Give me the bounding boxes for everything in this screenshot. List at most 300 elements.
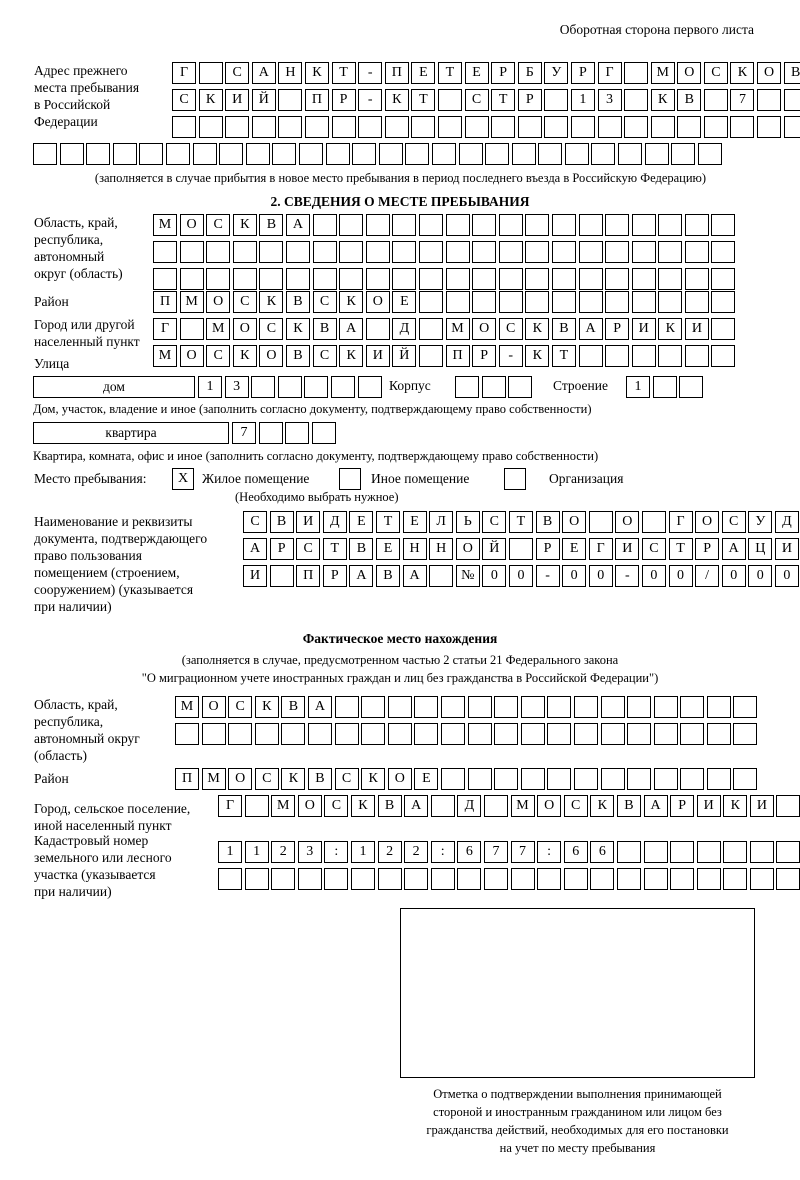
prev-address-cell-r2-20[interactable] [704,89,728,111]
document-cell-r2-15[interactable]: С [642,538,666,560]
fact-region-cell-r2-2[interactable] [228,723,252,745]
cadastral-cell-r1-6[interactable]: 2 [378,841,402,863]
region-cell-r3-7[interactable] [339,268,363,290]
street-cell-19[interactable] [658,345,682,367]
prev-address-cell-r4-18[interactable] [512,143,536,165]
prev-address-cell-r3-14[interactable] [544,116,568,138]
fact-district-cell-1[interactable]: М [202,768,226,790]
prev-address-cell-r1-2[interactable]: С [225,62,249,84]
cadastral-cell-r1-12[interactable]: : [537,841,561,863]
prev-address-cell-r4-5[interactable] [166,143,190,165]
fact-region-cell-r1-11[interactable] [468,696,492,718]
prev-address-cell-r4-14[interactable] [405,143,429,165]
prev-address-cell-r4-7[interactable] [219,143,243,165]
prev-address-row-1[interactable] [172,62,800,84]
region-cell-r2-17[interactable] [605,241,629,263]
cadastral-cell-r1-18[interactable] [697,841,721,863]
street-cell-18[interactable] [632,345,656,367]
street-row[interactable] [153,345,738,367]
district-cell-20[interactable] [685,291,709,313]
fact-city-cell-4[interactable]: С [324,795,348,817]
prev-address-cell-r2-23[interactable] [784,89,800,111]
stroenie-boxes[interactable] [626,376,706,398]
cadastral-cell-r1-4[interactable]: : [324,841,348,863]
fact-region-cell-r1-15[interactable] [574,696,598,718]
document-cell-r3-13[interactable]: 0 [589,565,613,587]
document-cell-r3-14[interactable]: - [615,565,639,587]
cadastral-cell-r2-9[interactable] [457,868,481,890]
prev-address-cell-r3-17[interactable] [624,116,648,138]
prev-address-cell-r4-16[interactable] [459,143,483,165]
city-cell-20[interactable]: И [685,318,709,340]
region-cell-r1-16[interactable] [579,214,603,236]
document-cell-r2-0[interactable]: А [243,538,267,560]
prev-address-cell-r2-12[interactable]: Т [491,89,515,111]
cadastral-cell-r2-21[interactable] [776,868,800,890]
district-row[interactable] [153,291,738,313]
fact-district-cell-15[interactable] [574,768,598,790]
fact-region-cell-r1-12[interactable] [494,696,518,718]
stay-place-checkbox-residential[interactable]: X [172,468,194,490]
prev-address-cell-r1-13[interactable]: Б [518,62,542,84]
fact-region-cell-r1-4[interactable]: В [281,696,305,718]
region-cell-r2-19[interactable] [658,241,682,263]
region-cell-r1-11[interactable] [446,214,470,236]
prev-address-cell-r2-7[interactable]: - [358,89,382,111]
region-cell-r2-11[interactable] [446,241,470,263]
prev-address-cell-r1-5[interactable]: К [305,62,329,84]
prev-address-cell-r1-16[interactable]: Г [598,62,622,84]
region-cell-r2-16[interactable] [579,241,603,263]
region-cell-r2-1[interactable] [180,241,204,263]
document-cell-r1-6[interactable]: Е [403,511,427,533]
prev-address-cell-r2-13[interactable]: Р [518,89,542,111]
prev-address-cell-r1-8[interactable]: П [385,62,409,84]
cadastral-cell-r2-6[interactable] [378,868,402,890]
city-cell-10[interactable] [419,318,443,340]
cadastral-cell-r1-17[interactable] [670,841,694,863]
region-cell-r1-21[interactable] [711,214,735,236]
cadastral-cell-r2-19[interactable] [723,868,747,890]
region-cell-r2-6[interactable] [313,241,337,263]
prev-address-cell-r2-15[interactable]: 1 [571,89,595,111]
prev-address-cell-r2-6[interactable]: Р [332,89,356,111]
prev-address-cell-r2-17[interactable] [624,89,648,111]
district-cell-17[interactable] [605,291,629,313]
city-cell-12[interactable]: О [472,318,496,340]
region-cell-r2-5[interactable] [286,241,310,263]
fact-district-cell-5[interactable]: В [308,768,332,790]
cadastral-cell-r2-18[interactable] [697,868,721,890]
prev-address-cell-r1-14[interactable]: У [544,62,568,84]
prev-address-cell-r3-23[interactable] [784,116,800,138]
fact-region-cell-r2-11[interactable] [468,723,492,745]
city-cell-15[interactable]: В [552,318,576,340]
prev-address-cell-r2-8[interactable]: К [385,89,409,111]
fact-region-cell-r2-21[interactable] [733,723,757,745]
flat-cell-0[interactable]: 7 [232,422,256,444]
fact-city-cell-5[interactable]: К [351,795,375,817]
region-cell-r3-19[interactable] [658,268,682,290]
fact-region-cell-r1-8[interactable] [388,696,412,718]
district-cell-10[interactable] [419,291,443,313]
fact-region-row-1[interactable] [175,696,760,718]
region-cell-r1-1[interactable]: О [180,214,204,236]
prev-address-cell-r4-12[interactable] [352,143,376,165]
region-cell-r3-16[interactable] [579,268,603,290]
region-cell-r1-19[interactable] [658,214,682,236]
cadastral-cell-r1-16[interactable] [644,841,668,863]
region-cell-r3-0[interactable] [153,268,177,290]
street-cell-6[interactable]: С [313,345,337,367]
fact-region-cell-r2-8[interactable] [388,723,412,745]
prev-address-cell-r2-18[interactable]: К [651,89,675,111]
prev-address-cell-r3-22[interactable] [757,116,781,138]
fact-region-row-2[interactable] [175,723,760,745]
region-row-2[interactable] [153,241,738,263]
district-cell-4[interactable]: К [259,291,283,313]
prev-address-cell-r4-4[interactable] [139,143,163,165]
prev-address-cell-r1-22[interactable]: О [757,62,781,84]
fact-region-cell-r2-1[interactable] [202,723,226,745]
prev-address-cell-r3-10[interactable] [438,116,462,138]
fact-region-cell-r1-16[interactable] [601,696,625,718]
fact-city-cell-20[interactable]: И [750,795,774,817]
fact-region-cell-r1-3[interactable]: К [255,696,279,718]
prev-address-cell-r2-0[interactable]: С [172,89,196,111]
prev-address-cell-r4-24[interactable] [671,143,695,165]
fact-region-cell-r1-0[interactable]: М [175,696,199,718]
document-cell-r2-20[interactable]: И [775,538,799,560]
fact-region-cell-r1-2[interactable]: С [228,696,252,718]
region-cell-r3-17[interactable] [605,268,629,290]
cadastral-cell-r2-20[interactable] [750,868,774,890]
city-cell-19[interactable]: К [658,318,682,340]
document-cell-r3-18[interactable]: 0 [722,565,746,587]
prev-address-cell-r2-9[interactable]: Т [411,89,435,111]
prev-address-cell-r1-20[interactable]: С [704,62,728,84]
region-cell-r3-12[interactable] [472,268,496,290]
region-cell-r3-14[interactable] [525,268,549,290]
district-cell-1[interactable]: М [180,291,204,313]
prev-address-cell-r3-4[interactable] [278,116,302,138]
region-cell-r1-6[interactable] [313,214,337,236]
district-cell-14[interactable] [525,291,549,313]
prev-address-cell-r1-9[interactable]: Е [411,62,435,84]
document-cell-r1-10[interactable]: Т [509,511,533,533]
fact-region-cell-r1-6[interactable] [335,696,359,718]
cadastral-cell-r1-20[interactable] [750,841,774,863]
document-cell-r1-11[interactable]: В [536,511,560,533]
district-cell-15[interactable] [552,291,576,313]
prev-address-cell-r4-9[interactable] [272,143,296,165]
document-cell-r1-0[interactable]: С [243,511,267,533]
document-cell-r1-20[interactable]: Д [775,511,799,533]
prev-address-cell-r3-7[interactable] [358,116,382,138]
document-cell-r1-13[interactable] [589,511,613,533]
house-cell-6[interactable] [358,376,382,398]
street-cell-15[interactable]: Т [552,345,576,367]
fact-region-cell-r2-13[interactable] [521,723,545,745]
city-cell-6[interactable]: В [313,318,337,340]
district-cell-13[interactable] [499,291,523,313]
cadastral-cell-r2-11[interactable] [511,868,535,890]
region-cell-r1-0[interactable]: М [153,214,177,236]
prev-address-cell-r4-0[interactable] [33,143,57,165]
flat-cell-2[interactable] [285,422,309,444]
street-cell-5[interactable]: В [286,345,310,367]
document-cell-r1-2[interactable]: И [296,511,320,533]
fact-district-cell-14[interactable] [547,768,571,790]
document-row-1[interactable] [243,511,800,533]
prev-address-cell-r3-18[interactable] [651,116,675,138]
cadastral-cell-r1-19[interactable] [723,841,747,863]
fact-region-cell-r1-17[interactable] [627,696,651,718]
document-cell-r3-15[interactable]: 0 [642,565,666,587]
fact-district-cell-21[interactable] [733,768,757,790]
prev-address-cell-r3-9[interactable] [411,116,435,138]
document-cell-r2-19[interactable]: Ц [748,538,772,560]
fact-district-row[interactable] [175,768,760,790]
prev-address-cell-r3-21[interactable] [730,116,754,138]
cadastral-row-2[interactable] [218,868,800,890]
korpus-boxes[interactable] [455,376,535,398]
street-cell-3[interactable]: К [233,345,257,367]
fact-district-cell-19[interactable] [680,768,704,790]
fact-region-cell-r1-14[interactable] [547,696,571,718]
fact-city-cell-9[interactable]: Д [457,795,481,817]
fact-region-cell-r1-10[interactable] [441,696,465,718]
document-cell-r3-20[interactable]: 0 [775,565,799,587]
fact-region-cell-r1-21[interactable] [733,696,757,718]
region-cell-r1-5[interactable]: А [286,214,310,236]
cadastral-cell-r2-14[interactable] [590,868,614,890]
region-cell-r1-7[interactable] [339,214,363,236]
district-cell-16[interactable] [579,291,603,313]
cadastral-cell-r2-2[interactable] [271,868,295,890]
city-cell-7[interactable]: А [339,318,363,340]
document-cell-r3-8[interactable]: № [456,565,480,587]
city-row[interactable] [153,318,738,340]
region-cell-r3-10[interactable] [419,268,443,290]
prev-address-cell-r1-21[interactable]: К [730,62,754,84]
document-cell-r2-11[interactable]: Р [536,538,560,560]
region-cell-r1-10[interactable] [419,214,443,236]
cadastral-cell-r2-12[interactable] [537,868,561,890]
fact-region-cell-r2-15[interactable] [574,723,598,745]
document-cell-r3-11[interactable]: - [536,565,560,587]
city-cell-14[interactable]: К [525,318,549,340]
region-cell-r3-18[interactable] [632,268,656,290]
prev-address-cell-r2-3[interactable]: Й [252,89,276,111]
fact-region-cell-r2-12[interactable] [494,723,518,745]
city-cell-18[interactable]: И [632,318,656,340]
fact-city-cell-11[interactable]: М [511,795,535,817]
district-cell-19[interactable] [658,291,682,313]
prev-address-cell-r4-2[interactable] [86,143,110,165]
city-cell-5[interactable]: К [286,318,310,340]
region-cell-r2-20[interactable] [685,241,709,263]
region-cell-r2-10[interactable] [419,241,443,263]
fact-region-cell-r1-5[interactable]: А [308,696,332,718]
prev-address-cell-r3-5[interactable] [305,116,329,138]
document-cell-r2-16[interactable]: Т [669,538,693,560]
cadastral-cell-r1-8[interactable]: : [431,841,455,863]
street-cell-11[interactable]: П [446,345,470,367]
region-cell-r2-3[interactable] [233,241,257,263]
fact-district-cell-4[interactable]: К [281,768,305,790]
document-cell-r1-17[interactable]: О [695,511,719,533]
prev-address-cell-r1-7[interactable]: - [358,62,382,84]
street-cell-9[interactable]: Й [392,345,416,367]
stroenie-cell-0[interactable]: 1 [626,376,650,398]
region-cell-r3-20[interactable] [685,268,709,290]
prev-address-cell-r2-16[interactable]: 3 [598,89,622,111]
house-cell-1[interactable]: 3 [225,376,249,398]
flat-boxes[interactable] [232,422,338,444]
cadastral-cell-r2-15[interactable] [617,868,641,890]
prev-address-cell-r3-11[interactable] [465,116,489,138]
region-cell-r2-9[interactable] [392,241,416,263]
cadastral-cell-r1-0[interactable]: 1 [218,841,242,863]
prev-address-cell-r3-3[interactable] [252,116,276,138]
district-cell-2[interactable]: О [206,291,230,313]
prev-address-cell-r1-18[interactable]: М [651,62,675,84]
prev-address-cell-r4-19[interactable] [538,143,562,165]
fact-district-cell-20[interactable] [707,768,731,790]
fact-region-cell-r1-1[interactable]: О [202,696,226,718]
region-cell-r2-18[interactable] [632,241,656,263]
document-cell-r3-2[interactable]: П [296,565,320,587]
street-cell-7[interactable]: К [339,345,363,367]
fact-district-cell-3[interactable]: С [255,768,279,790]
fact-city-cell-8[interactable] [431,795,455,817]
fact-city-cell-19[interactable]: К [723,795,747,817]
prev-address-cell-r2-22[interactable] [757,89,781,111]
region-cell-r1-9[interactable] [392,214,416,236]
house-cell-3[interactable] [278,376,302,398]
prev-address-cell-r2-1[interactable]: К [199,89,223,111]
prev-address-cell-r1-0[interactable]: Г [172,62,196,84]
fact-region-cell-r2-6[interactable] [335,723,359,745]
region-cell-r3-11[interactable] [446,268,470,290]
region-cell-r1-12[interactable] [472,214,496,236]
document-cell-r3-0[interactable]: И [243,565,267,587]
region-cell-r1-8[interactable] [366,214,390,236]
prev-address-cell-r4-3[interactable] [113,143,137,165]
prev-address-cell-r4-22[interactable] [618,143,642,165]
fact-city-cell-7[interactable]: А [404,795,428,817]
prev-address-cell-r1-4[interactable]: Н [278,62,302,84]
fact-region-cell-r2-18[interactable] [654,723,678,745]
fact-city-cell-3[interactable]: О [298,795,322,817]
region-cell-r3-3[interactable] [233,268,257,290]
document-cell-r2-13[interactable]: Г [589,538,613,560]
prev-address-cell-r4-25[interactable] [698,143,722,165]
document-cell-r1-5[interactable]: Т [376,511,400,533]
prev-address-cell-r3-19[interactable] [677,116,701,138]
document-cell-r1-16[interactable]: Г [669,511,693,533]
house-cell-0[interactable]: 1 [198,376,222,398]
cadastral-row-1[interactable] [218,841,800,863]
document-cell-r1-1[interactable]: В [270,511,294,533]
document-cell-r2-1[interactable]: Р [270,538,294,560]
fact-district-cell-8[interactable]: О [388,768,412,790]
region-cell-r1-18[interactable] [632,214,656,236]
region-cell-r1-3[interactable]: К [233,214,257,236]
city-cell-4[interactable]: С [259,318,283,340]
cadastral-cell-r1-11[interactable]: 7 [511,841,535,863]
flat-cell-3[interactable] [312,422,336,444]
street-cell-2[interactable]: С [206,345,230,367]
prev-address-cell-r3-20[interactable] [704,116,728,138]
prev-address-cell-r1-23[interactable]: В [784,62,800,84]
document-cell-r2-18[interactable]: А [722,538,746,560]
house-cell-5[interactable] [331,376,355,398]
prev-address-cell-r4-10[interactable] [299,143,323,165]
region-cell-r3-6[interactable] [313,268,337,290]
region-cell-r2-8[interactable] [366,241,390,263]
document-cell-r1-7[interactable]: Л [429,511,453,533]
stroenie-cell-2[interactable] [679,376,703,398]
region-cell-r2-15[interactable] [552,241,576,263]
fact-region-cell-r1-13[interactable] [521,696,545,718]
fact-district-cell-7[interactable]: К [361,768,385,790]
prev-address-cell-r1-15[interactable]: Р [571,62,595,84]
prev-address-cell-r4-23[interactable] [645,143,669,165]
fact-city-cell-13[interactable]: С [564,795,588,817]
prev-address-cell-r1-17[interactable] [624,62,648,84]
fact-region-cell-r1-18[interactable] [654,696,678,718]
fact-region-cell-r2-9[interactable] [414,723,438,745]
document-cell-r3-1[interactable] [270,565,294,587]
fact-region-cell-r1-19[interactable] [680,696,704,718]
district-cell-18[interactable] [632,291,656,313]
fact-city-cell-21[interactable] [776,795,800,817]
region-cell-r3-1[interactable] [180,268,204,290]
city-cell-11[interactable]: М [446,318,470,340]
region-cell-r1-20[interactable] [685,214,709,236]
fact-region-cell-r2-10[interactable] [441,723,465,745]
cadastral-cell-r1-15[interactable] [617,841,641,863]
prev-address-cell-r4-8[interactable] [246,143,270,165]
region-cell-r2-14[interactable] [525,241,549,263]
document-cell-r2-8[interactable]: О [456,538,480,560]
fact-district-cell-13[interactable] [521,768,545,790]
city-cell-9[interactable]: Д [392,318,416,340]
prev-address-cell-r3-0[interactable] [172,116,196,138]
flat-cell-1[interactable] [259,422,283,444]
document-cell-r3-16[interactable]: 0 [669,565,693,587]
region-cell-r2-12[interactable] [472,241,496,263]
region-cell-r3-13[interactable] [499,268,523,290]
district-cell-9[interactable]: Е [392,291,416,313]
street-cell-13[interactable]: - [499,345,523,367]
fact-region-cell-r1-20[interactable] [707,696,731,718]
document-cell-r1-3[interactable]: Д [323,511,347,533]
region-cell-r3-15[interactable] [552,268,576,290]
prev-address-cell-r1-19[interactable]: О [677,62,701,84]
prev-address-cell-r4-15[interactable] [432,143,456,165]
fact-region-cell-r2-19[interactable] [680,723,704,745]
region-cell-r2-4[interactable] [259,241,283,263]
cadastral-cell-r1-5[interactable]: 1 [351,841,375,863]
prev-address-cell-r1-11[interactable]: Е [465,62,489,84]
fact-region-cell-r2-4[interactable] [281,723,305,745]
region-cell-r1-15[interactable] [552,214,576,236]
prev-address-cell-r2-10[interactable] [438,89,462,111]
city-cell-13[interactable]: С [499,318,523,340]
